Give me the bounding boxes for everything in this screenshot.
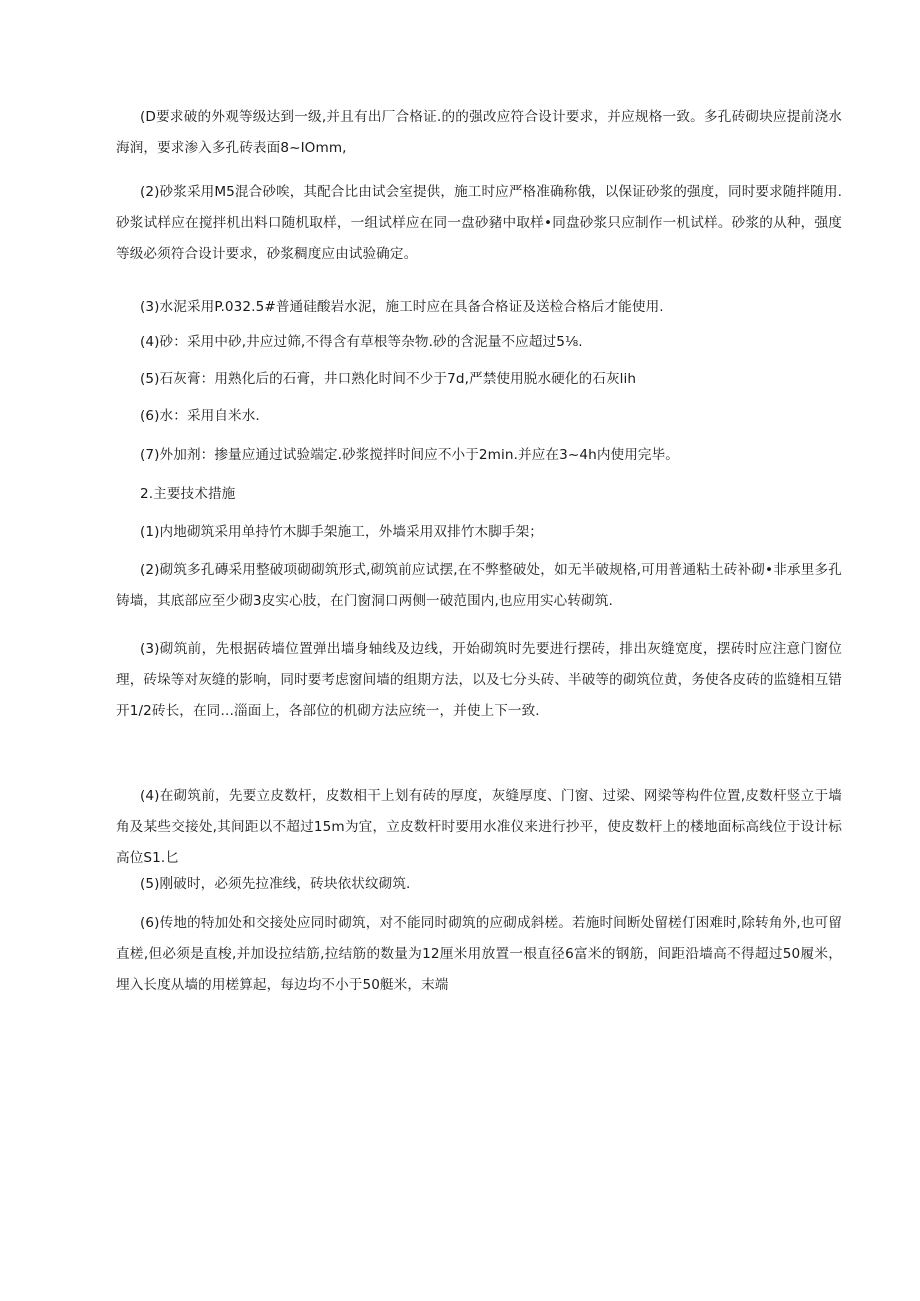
paragraph-1: (D要求破的外观等级达到一级,并且有出厂合格证.的的强改应符合设计要求，并应规格一致。多孔砖砌块应提前浇水海润，要求渗入多孔砖表面8~IOmm, — [116, 109, 842, 156]
paragraph-12: (5)刚破时，必须先拉准线，砖块依状纹砌筑. — [140, 876, 411, 892]
section-heading: 2.主要技术措施 — [140, 486, 236, 502]
paragraph-4: (4)砂：采用中砂,井应过筛,不得含有草根等杂物.砂的含泥量不应超过5⅛. — [140, 334, 583, 350]
paragraph-6: (6)水：采用自米水. — [140, 408, 260, 424]
paragraph-8: (1)内地砌筑采用单持竹木脚手架施工，外墙采用双排竹木脚手架； — [140, 524, 543, 540]
paragraph-7: (7)外加剂：掺量应通过试验端定.砂浆搅拌时间应不小于2min.并应在3~4h内使用完毕。 — [140, 447, 679, 463]
paragraph-10: (3)砌筑前，先根据砖墙位置弹出墙身轴线及边线，开始砌筑时先要进行摆砖，排出灰缝宽度，摆砖时应注意门窗位理，砖垛等对灰缝的影响，同时要考虑窗间墙的组期方法，以及七分头砖、半破等的砌筑位黄，务使各皮砖的监缝相互错开1/2砖长，在同…淄面上，各部位的机砌方法应统一，并使上下一致. — [116, 641, 842, 719]
paragraph-5: (5)石灰膏：用熟化后的石膏，井口熟化时间不少于7d,严禁使用脱水硬化的石灰lih — [140, 371, 637, 387]
paragraph-3: (3)水泥采用P.032.5#普通硅酸岩水泥，施工时应在具备合格证及送检合格后才能使用. — [140, 299, 664, 315]
paragraph-11: (4)在砌筑前，先要立皮数杆，皮数相干上划有砖的厚度，灰缝厚度、门窗、过梁、网梁等构件位置,皮数杆竖立于墙角及某些交接处,其间距以不超过15m为宜，立皮数杆时要用水准仪来进行抄平，使皮数杆上的楼地面标高线位于设计标高位S1.匕 — [116, 788, 842, 866]
paragraph-13: (6)传地的特加处和交接处应同时砌筑，对不能同时砌筑的应砌成斜槎。若施时间断处留槎仃困难时,除转角外,也可留直槎,但必须是直梭,并加设拉结筋,拉结筋的数量为12厘米用放置一根直径6富米的钢筋，间距沿墙高不得超过50履米，埋入长度从墙的用槎算起，每边均不小于50艇米，末端 — [116, 915, 842, 993]
paragraph-9: (2)砌筑多孔磚采用整破项砌砌筑形式,砌筑前应试摆,在不弊整破处，如无半破规格,可用普通粘土砖补砌•非承里多孔铸墙，其底部应至少砌3皮实心肢，在门窗洞口两侧一破范围内,也应用实心转砌筑. — [116, 562, 842, 609]
paragraph-2: (2)砂浆采用M5混合砂唉，其配合比由试会室提供，施工时应严格准确称俄，以保证砂浆的强度，同时要求随拌随用.砂浆试样应在搅拌机出料口随机取样，一组试样应在同一盘砂豬中取样•同盘砂浆只应制作一机试样。砂浆的从种，强度等级必须符合设计要求，砂浆稠度应由试验确定。 — [116, 184, 842, 262]
